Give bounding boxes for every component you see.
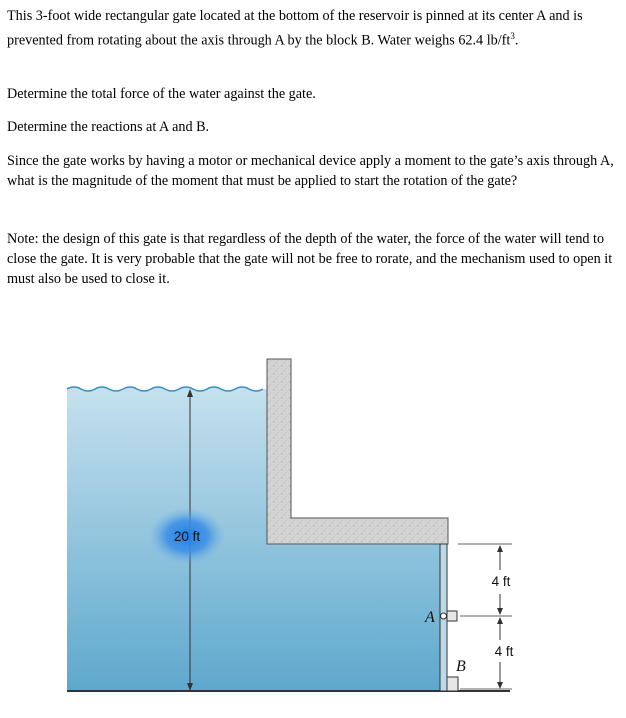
problem-statement-text: This 3-foot wide rectangular gate located at the bottom of the reservoir is pinned at its center A and is prevented from rotating about the axis through A by the block B. Water weighs 62.4 lb/ft bbox=[7, 8, 583, 49]
cubic-superscript: 3 bbox=[510, 31, 515, 41]
design-note: Note: the design of this gate is that regardless of the depth of the water, the force of the water will tend to close the gate. It is very probable that the gate will not be free to rorate, and the mechanism used to open it must also be used to close it. bbox=[7, 231, 613, 287]
upper-gate-label: 4 ft bbox=[491, 574, 511, 589]
upper-dim-arrow-bottom bbox=[497, 608, 503, 615]
problem-statement-end: . bbox=[514, 32, 519, 49]
lower-dim-arrow-top bbox=[497, 617, 503, 624]
problem-statement bbox=[7, 6, 621, 51]
reservoir-gate-diagram bbox=[0, 300, 626, 718]
question-moment: Since the gate works by having a motor or mechanical device apply a moment to the gate’s axis through A, what is the magnitude of the moment that must be applied to start the rotation of the gate? bbox=[7, 153, 614, 189]
pin-a bbox=[441, 613, 447, 619]
block-label: B bbox=[456, 658, 466, 675]
lower-gate-label: 4 ft bbox=[494, 644, 514, 659]
pin-bracket bbox=[447, 611, 457, 621]
concrete-wall bbox=[267, 359, 448, 544]
depth-label: 20 ft bbox=[173, 529, 201, 544]
question-reactions: Determine the reactions at A and B. bbox=[7, 119, 210, 135]
upper-dim-arrow-top bbox=[497, 545, 503, 552]
pin-label: A bbox=[425, 609, 435, 626]
question-total-force: Determine the total force of the water against the gate. bbox=[7, 86, 316, 102]
lower-dim-arrow-bottom bbox=[497, 682, 503, 689]
block-b bbox=[447, 677, 458, 691]
